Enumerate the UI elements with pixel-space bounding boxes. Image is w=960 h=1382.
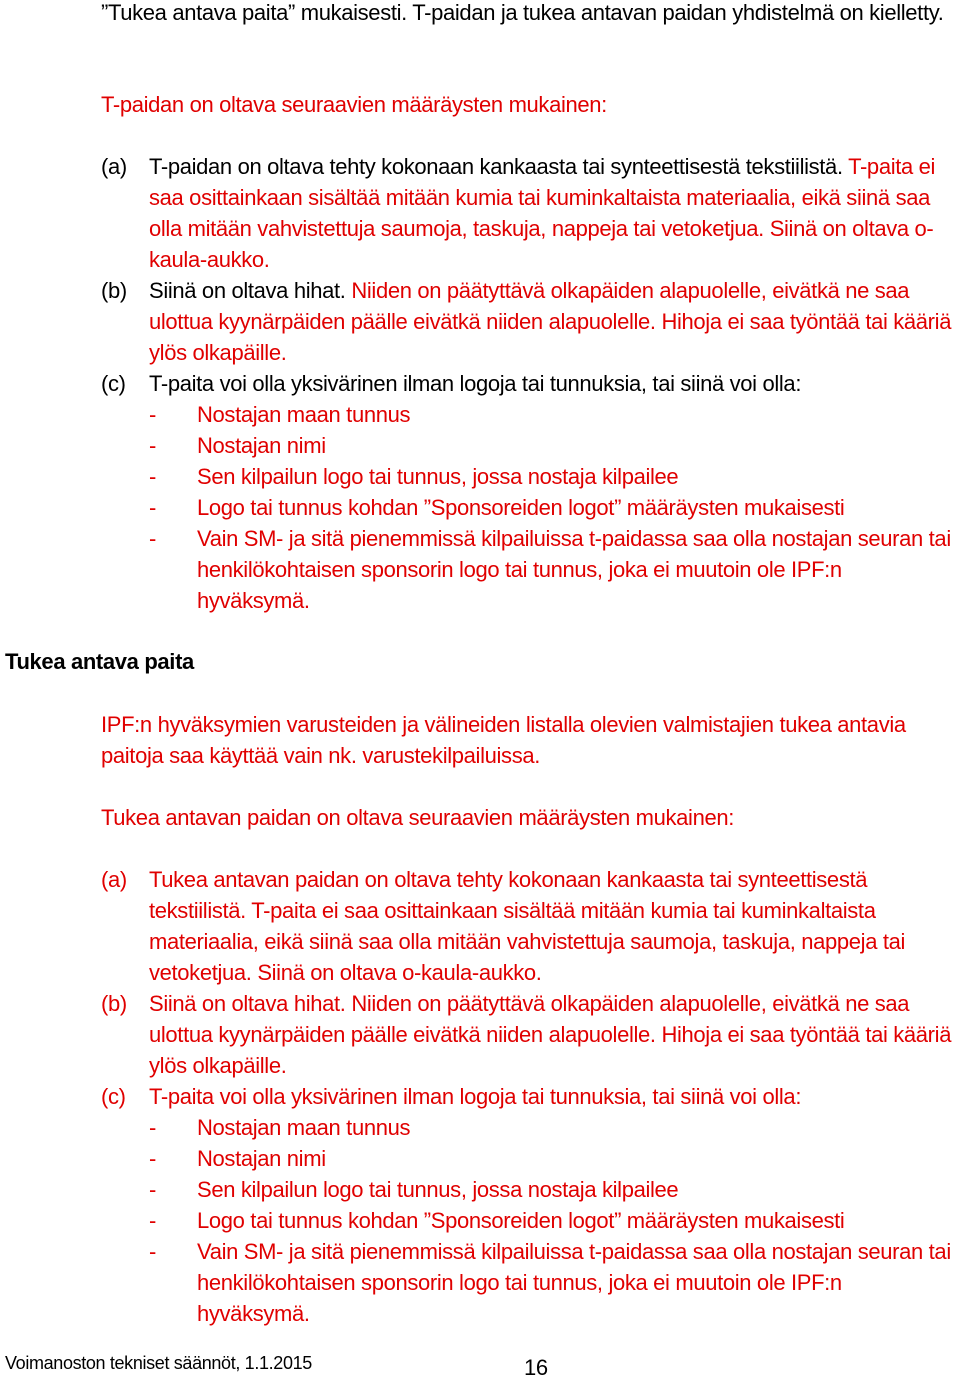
bullet-dash: - bbox=[149, 1239, 156, 1264]
list-marker: (a) bbox=[101, 867, 127, 892]
list-item: - Vain SM- ja sitä pienemmissä kilpailuissa t-paidassa saa olla nostajan seuran tai henkilökohtaisen sponsorin logo tai tunnus, joka ei muutoin ole IPF:n hyväksymä. bbox=[149, 1236, 959, 1329]
bullet-dash: - bbox=[149, 1146, 156, 1171]
bullet-dash: - bbox=[149, 495, 156, 520]
support-shirt-rules-list bbox=[101, 864, 959, 1329]
support-rule-c bbox=[101, 1081, 959, 1329]
list-marker: (b) bbox=[101, 991, 127, 1016]
list-item: - Nostajan nimi bbox=[149, 1143, 959, 1174]
list-item: - Sen kilpailun logo tai tunnus, jossa nostaja kilpailee bbox=[149, 461, 959, 492]
tshirt-allowed-markings bbox=[149, 399, 959, 616]
tshirt-rule-b bbox=[101, 275, 959, 368]
list-item: - Logo tai tunnus kohdan ”Sponsoreiden logot” määräysten mukaisesti bbox=[149, 1205, 959, 1236]
list-item: - Sen kilpailun logo tai tunnus, jossa nostaja kilpailee bbox=[149, 1174, 959, 1205]
list-marker: (c) bbox=[101, 1084, 126, 1109]
rule-text-black: Siinä on oltava hihat. bbox=[149, 278, 346, 303]
rule-text: T-paita voi olla yksivärinen ilman logoja tai tunnuksia, tai siinä voi olla: bbox=[149, 1084, 802, 1109]
bullet-dash: - bbox=[149, 526, 156, 551]
support-shirt-lead: Tukea antavan paidan on oltava seuraavien määräysten mukainen: bbox=[101, 805, 735, 830]
list-marker: (c) bbox=[101, 371, 126, 396]
support-rule-b bbox=[101, 988, 959, 1081]
page-number: 16 bbox=[524, 1355, 548, 1380]
bullet-dash: - bbox=[149, 433, 156, 458]
list-item: - Logo tai tunnus kohdan ”Sponsoreiden logot” määräysten mukaisesti bbox=[149, 492, 959, 523]
rule-text-red: T-paita ei saa osittainkaan sisältää mitään kumia tai kuminkaltaista materiaalia, eikä siinä saa olla mitään vahvistettuja saumoja, taskuja, nappeja tai vetoketjua. Siinä on oltava o-kaula-aukko. bbox=[149, 154, 936, 272]
list-item: - Nostajan maan tunnus bbox=[149, 1112, 959, 1143]
list-item: - Nostajan maan tunnus bbox=[149, 399, 959, 430]
footer-text: Voimanoston tekniset säännöt, 1.1.2015 bbox=[5, 1353, 312, 1373]
tshirt-rule-c bbox=[101, 368, 959, 616]
list-item: - Vain SM- ja sitä pienemmissä kilpailuissa t-paidassa saa olla nostajan seuran tai henkilökohtaisen sponsorin logo tai tunnus, joka ei muutoin ole IPF:n hyväksymä. bbox=[149, 523, 959, 616]
rule-text: Siinä on oltava hihat. Niiden on päätyttävä olkapäiden alapuolelle, eivätkä ne saa ulottua kyynärpäiden päälle eivätkä niiden alapuolelle. Hihoja ei saa työntää tai kääriä ylös olkapäille. bbox=[149, 991, 952, 1078]
bullet-dash: - bbox=[149, 1177, 156, 1202]
tshirt-rules-list bbox=[101, 151, 959, 616]
rule-text-black: T-paita voi olla yksivärinen ilman logoja tai tunnuksia, tai siinä voi olla: bbox=[149, 371, 802, 396]
rule-text-black: T-paidan on oltava tehty kokonaan kankaasta tai synteettisestä tekstiilistä. bbox=[149, 154, 843, 179]
intro-text: ”Tukea antava paita” mukaisesti. T-paidan ja tukea antavan paidan yhdistelmä on kielletty. bbox=[101, 0, 944, 25]
support-rule-a bbox=[101, 864, 959, 988]
support-shirt-paragraph: IPF:n hyväksymien varusteiden ja välineiden listalla olevien valmistajien tukea antavia paitoja saa käyttää vain nk. varustekilpailuissa. bbox=[101, 712, 906, 768]
list-marker: (a) bbox=[101, 154, 127, 179]
list-marker: (b) bbox=[101, 278, 127, 303]
rule-text: Tukea antavan paidan on oltava tehty kokonaan kankaasta tai synteettisestä tekstiilistä. T-paita ei saa osittainkaan sisältää mitään kumia tai kuminkaltaista materiaalia, eikä siinä saa olla mitään vahvistettuja saumoja, taskuja, nappeja tai vetoketjua. Siinä on oltava o-kaula-aukko. bbox=[149, 867, 906, 985]
bullet-dash: - bbox=[149, 464, 156, 489]
list-item: - Nostajan nimi bbox=[149, 430, 959, 461]
section-heading: Tukea antava paita bbox=[5, 649, 194, 674]
bullet-dash: - bbox=[149, 402, 156, 427]
rule-text-red: Niiden on päätyttävä olkapäiden alapuolelle, eivätkä ne saa ulottua kyynärpäiden päälle eivätkä niiden alapuolelle. Hihoja ei saa työntää tai kääriä ylös olkapäille. bbox=[149, 278, 952, 365]
support-allowed-markings bbox=[149, 1112, 959, 1329]
tshirt-rule-a bbox=[101, 151, 959, 275]
tshirt-lead: T-paidan on oltava seuraavien määräysten mukainen: bbox=[101, 92, 607, 117]
bullet-dash: - bbox=[149, 1208, 156, 1233]
bullet-dash: - bbox=[149, 1115, 156, 1140]
